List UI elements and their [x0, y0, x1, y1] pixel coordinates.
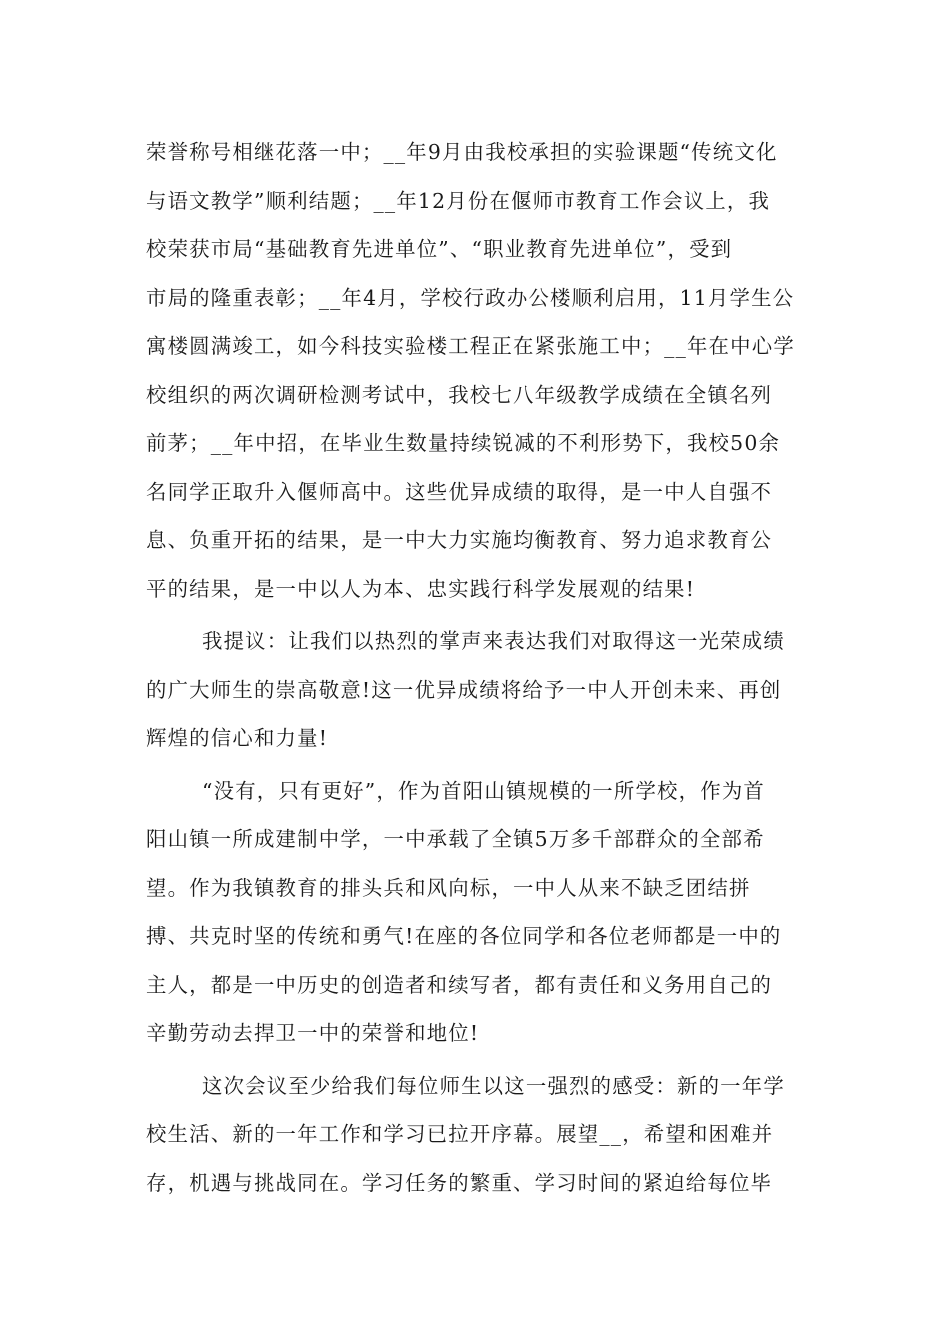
text-line: “没有，只有更好”，作为首阳山镇规模的一所学校，作为首 [202, 778, 766, 803]
text-line: 前茅；__年中招，在毕业生数量持续锐减的不利形势下，我校50余 [146, 431, 781, 455]
text-line: 与语文教学”顺利结题；__年12月份在偃师市教育工作会议上，我 [146, 188, 771, 213]
text-line: 校生活、新的一年工作和学习已拉开序幕。展望__，希望和困难并 [146, 1122, 774, 1146]
text-line: 这次会议至少给我们每位师生以这一强烈的感受：新的一年学 [202, 1073, 785, 1098]
text-line: 市局的隆重表彰；__年4月，学校行政办公楼顺利启用，11月学生公 [146, 285, 795, 310]
text-line: 望。作为我镇教育的排头兵和风向标，一中人从来不缺乏团结拼 [146, 875, 751, 900]
text-line: 搏、共克时坚的传统和勇气!在座的各位同学和各位老师都是一中的 [146, 924, 782, 948]
text-line: 主人，都是一中历史的创造者和续写者，都有责任和义务用自己的 [146, 972, 773, 997]
text-line: 的广大师生的崇高敬意!这一优异成绩将给予一中人开创未来、再创 [146, 677, 782, 702]
text-line: 辛勤劳动去捍卫一中的荣誉和地位! [146, 1021, 480, 1045]
text-line: 存，机遇与挑战同在。学习任务的繁重、学习时间的紧迫给每位毕 [146, 1170, 773, 1195]
text-line: 我提议：让我们以热烈的掌声来表达我们对取得这一光荣成绩 [202, 629, 785, 653]
text-line: 校荣获市局“基础教育先进单位”、“职业教育先进单位”，受到 [146, 237, 733, 261]
text-line: 荣誉称号相继花落一中；__年9月由我校承担的实验课题“传统文化 [146, 140, 778, 164]
paragraph [146, 128, 806, 613]
paragraph [146, 617, 806, 763]
text-line: 寓楼圆满竣工，如今科技实验楼工程正在紧张施工中；__年在中心学 [146, 334, 795, 358]
text-line: 名同学正取升入偃师高中。这些优异成绩的取得，是一中人自强不 [146, 479, 773, 504]
document-body [146, 128, 806, 1211]
text-line: 平的结果，是一中以人为本、忠实践行科学发展观的结果! [146, 576, 696, 601]
text-line: 阳山镇一所成建制中学，一中承载了全镇5万多千部群众的全部希 [146, 827, 765, 851]
text-line: 息、负重开拓的结果，是一中大力实施均衡教育、努力追求教育公 [146, 528, 773, 552]
text-line: 辉煌的信心和力量! [146, 726, 329, 750]
text-line: 校组织的两次调研检测考试中，我校七八年级教学成绩在全镇名列 [146, 382, 773, 407]
paragraph [146, 1062, 806, 1208]
paragraph [146, 767, 806, 1058]
